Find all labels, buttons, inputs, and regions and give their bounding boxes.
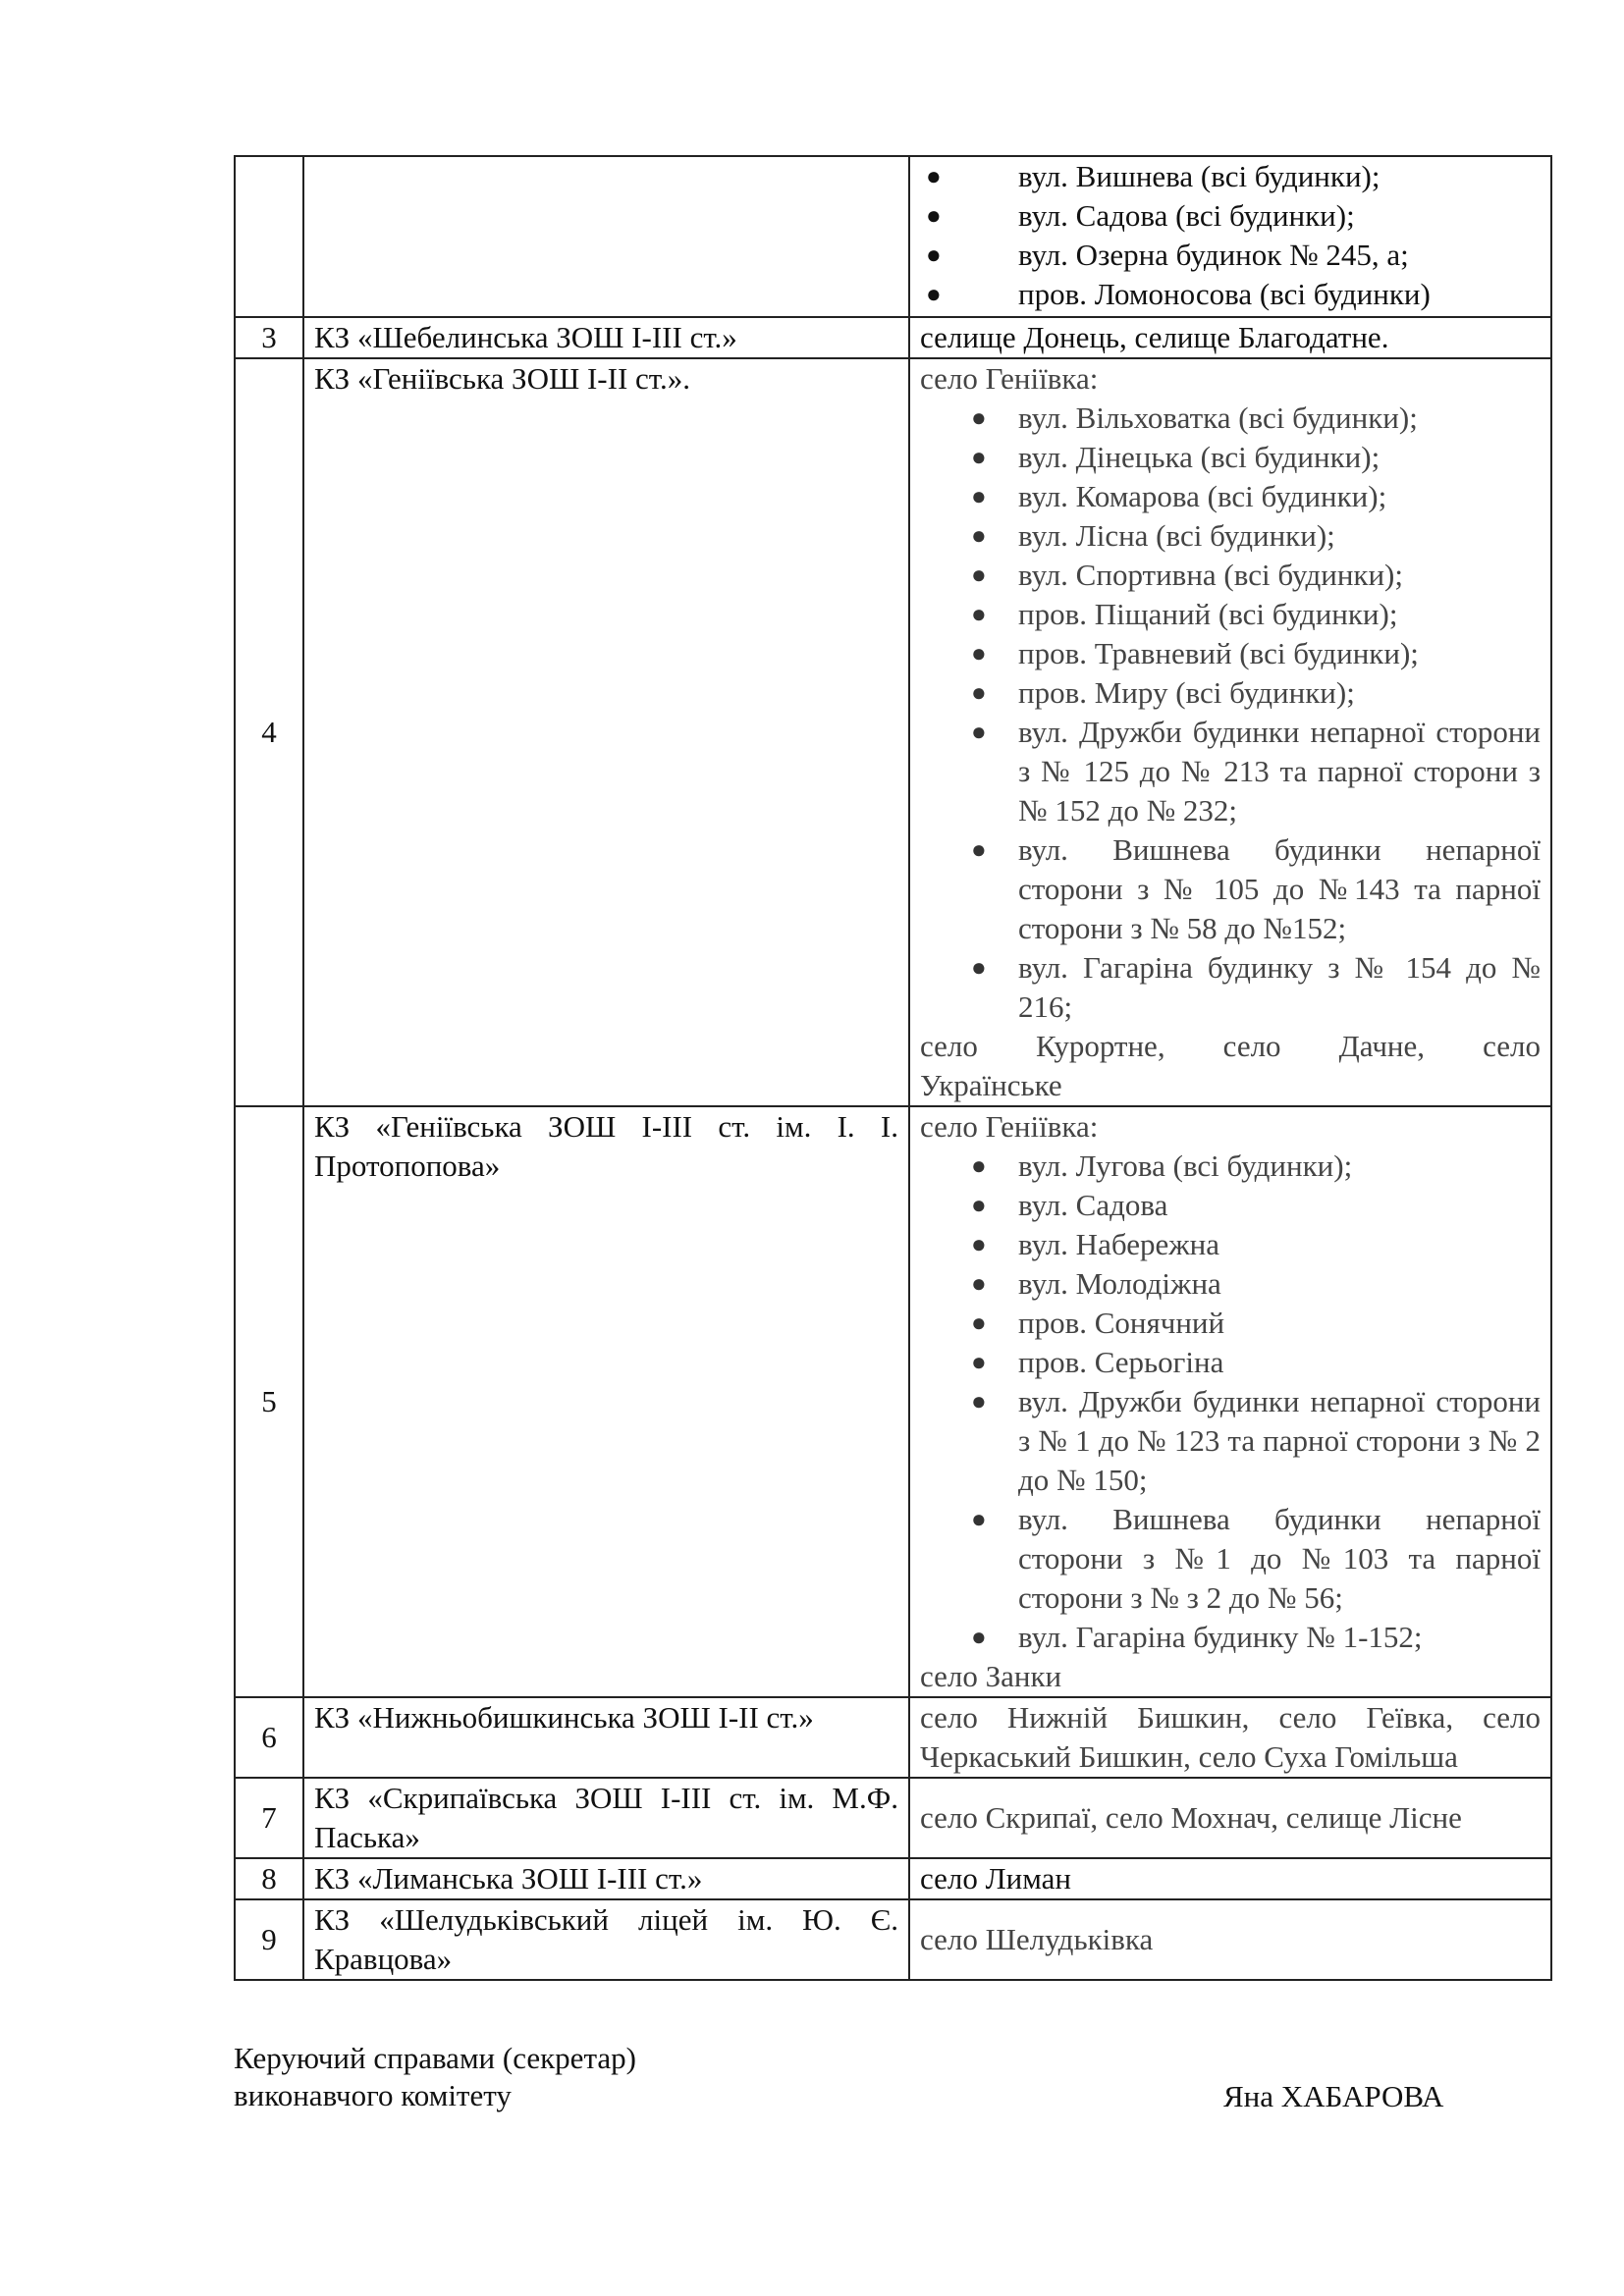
bullet-icon: ● (926, 240, 942, 269)
list-item: ● вул. Вишнева (всі будинки); (920, 157, 1541, 196)
village-list: село Занки (920, 1659, 1062, 1693)
service-area: село Шелудьківка (909, 1899, 1551, 1980)
list-item: ● вул. Вишнева будинки непарної сторони з № 105 до №143 та парної сторони з № 58 до №152; (971, 832, 1541, 945)
bullet-icon: ● (926, 201, 942, 230)
list-item: ● пров. Миру (всі будинки); (920, 673, 1541, 713)
bullet-icon: ● (926, 162, 942, 190)
school-name: КЗ «Скрипаївська ЗОШ І-ІІІ ст. ім. М.Ф. Паська» (303, 1778, 909, 1858)
list-item: ● пров. Травневий (всі будинки); (920, 634, 1541, 673)
bullet-icon: ● (971, 1308, 987, 1337)
school-name: КЗ «Шебелинська ЗОШ І-ІІІ ст.» (303, 317, 909, 358)
service-area: село Скрипаї, село Мохнач, селище Лісне (909, 1778, 1551, 1858)
list-item: ● пров. Ломоносова (всі будинки) (920, 275, 1541, 314)
list-item: ● пров. Піщаний (всі будинки); (920, 595, 1541, 634)
list-item: ● вул. Дружби будинки непарної сторони з № 1 до № 123 та парної сторони з № 2 до № 150; (971, 1384, 1541, 1497)
bullet-icon: ● (971, 482, 987, 510)
bullet-icon: ● (971, 1348, 987, 1376)
table-row (235, 1858, 1551, 1899)
list-item: ● вул. Озерна будинок № 245, а; (920, 236, 1541, 275)
bullet-icon: ● (971, 1269, 987, 1298)
service-area (909, 1106, 1551, 1697)
bullet-icon: ● (971, 1230, 987, 1258)
service-area: село Лиман (909, 1858, 1551, 1899)
bullet-icon: ● (926, 280, 942, 308)
bullet-icon: ● (971, 953, 987, 982)
list-item: ● вул. Спортивна (всі будинки); (920, 556, 1541, 595)
table-row (235, 1697, 1551, 1778)
list-item: ● вул. Дінецька (всі будинки); (920, 438, 1541, 477)
row-number: 6 (235, 1697, 303, 1778)
position-line: виконавчого комітету (234, 2078, 512, 2112)
village-list-continued: Українське (920, 1068, 1062, 1102)
school-name: КЗ «Геніївська ЗОШ І-ІІ ст.». (303, 358, 909, 1106)
school-name: КЗ «Шелудьківський ліцей ім. Ю. Є. Кравцова» (303, 1899, 909, 1980)
list-item: ● вул. Дружби будинки непарної сторони з № 125 до № 213 та парної сторони з № 152 до № 232; (971, 715, 1541, 828)
bullet-icon: ● (971, 639, 987, 667)
bullet-icon: ● (971, 718, 987, 746)
bullet-icon: ● (971, 678, 987, 707)
table-row (235, 1778, 1551, 1858)
school-name: КЗ «Геніївська ЗОШ І-ІІІ ст. ім. І. І. Протопопова» (303, 1106, 909, 1697)
bullet-icon: ● (971, 835, 987, 864)
table-row (235, 317, 1551, 358)
bullet-icon: ● (971, 1191, 987, 1219)
bullet-icon: ● (971, 443, 987, 471)
bullet-icon: ● (971, 1387, 987, 1415)
list-item: ● вул. Лісна (всі будинки); (920, 516, 1541, 556)
table-row (235, 1899, 1551, 1980)
row-number: 7 (235, 1778, 303, 1858)
signatory-position (234, 2040, 636, 2114)
school-name: КЗ «Лиманська ЗОШ І-ІІІ ст.» (303, 1858, 909, 1899)
list-item: ● вул. Набережна (920, 1225, 1541, 1264)
bullet-icon: ● (971, 561, 987, 589)
row-number: 9 (235, 1899, 303, 1980)
village-heading: село Геніївка: (920, 361, 1099, 396)
list-item: ● пров. Сонячний (920, 1304, 1541, 1343)
list-item: ● вул. Комарова (всі будинки); (920, 477, 1541, 516)
table-row (235, 358, 1551, 1106)
village-list: село Курортне, село Дачне, село (920, 1029, 1541, 1063)
service-area (909, 358, 1551, 1106)
bullet-icon: ● (971, 600, 987, 628)
village-heading: село Геніївка: (920, 1109, 1099, 1144)
table-row (235, 1106, 1551, 1697)
row-number: 3 (235, 317, 303, 358)
table-row (235, 156, 1551, 317)
school-districts-table (234, 155, 1552, 1981)
row-number (235, 156, 303, 317)
service-area: селище Донець, селище Благодатне. (909, 317, 1551, 358)
bullet-icon: ● (971, 1151, 987, 1180)
signatory-name: Яна ХАБАРОВА (1223, 2079, 1444, 2113)
row-number: 5 (235, 1106, 303, 1697)
list-item: ● пров. Серьогіна (920, 1343, 1541, 1382)
school-name (303, 156, 909, 317)
service-area (909, 156, 1551, 317)
position-line: Керуючий справами (секретар) (234, 2041, 636, 2075)
bullet-icon: ● (971, 1505, 987, 1533)
list-item: ● вул. Вишнева будинки непарної сторони з №1 до №103 та парної сторони з № з 2 до № 56; (971, 1502, 1541, 1615)
bullet-icon: ● (971, 1623, 987, 1651)
list-item: ● вул. Садова (всі будинки); (920, 196, 1541, 236)
row-number: 4 (235, 358, 303, 1106)
list-item: ● вул. Гагаріна будинку № 1-152; (920, 1618, 1541, 1657)
list-item: ● вул. Гагаріна будинку з № 154 до № 216; (971, 950, 1541, 1024)
list-item: ● вул. Лугова (всі будинки); (920, 1147, 1541, 1186)
bullet-icon: ● (971, 521, 987, 550)
service-area: село Нижній Бишкин, село Геївка, село Черкаський Бишкин, село Суха Гомільша (909, 1697, 1551, 1778)
bullet-icon: ● (971, 403, 987, 432)
row-number: 8 (235, 1858, 303, 1899)
school-name: КЗ «Нижньобишкинська ЗОШ І-ІІ ст.» (303, 1697, 909, 1778)
list-item: ● вул. Садова (920, 1186, 1541, 1225)
list-item: ● вул. Вільховатка (всі будинки); (920, 399, 1541, 438)
list-item: ● вул. Молодіжна (920, 1264, 1541, 1304)
